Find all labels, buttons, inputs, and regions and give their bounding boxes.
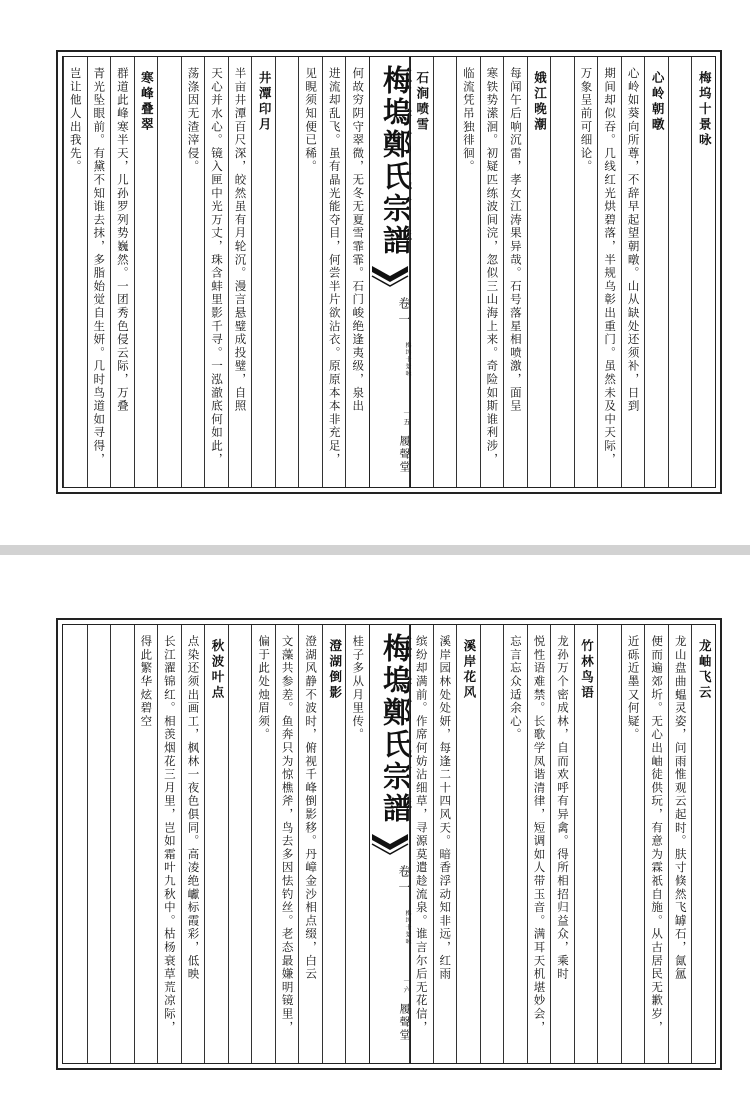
text-column: [527, 57, 552, 487]
poem-title: 石涧喷雪: [414, 71, 430, 133]
bottom-page-frame: [62, 624, 716, 1064]
poem-title: 澄湖倒影: [327, 639, 343, 701]
text-column: [503, 57, 528, 487]
text-column: [668, 625, 693, 1063]
poem-line: 文藻共参差。鱼奔只为惊樵斧，鸟去多因怯钓丝。老态最嫌明镜里，: [280, 635, 295, 1034]
poem-line: 寒铁势潆洄。初疑匹练波间浣，忽似三山海上来。奇险如斯谁利涉，: [485, 67, 500, 466]
text-column: [157, 57, 182, 487]
fishtail-ornament-icon: [370, 830, 410, 860]
page-divider: [0, 545, 750, 555]
poem-line: 龙山盘曲蝹灵姿，问雨惟观云起时。肤寸倏然飞罅石，氤氲: [673, 635, 688, 981]
text-column: [345, 57, 370, 487]
fishtail-ornament-icon: [370, 262, 410, 292]
text-column: [597, 57, 622, 487]
text-column: [181, 57, 206, 487]
text-column: [691, 57, 716, 487]
text-column: [574, 57, 599, 487]
text-column: [691, 625, 716, 1063]
text-column: [527, 625, 552, 1063]
center-title-block: [369, 625, 411, 1063]
text-column: [456, 625, 481, 1063]
poem-line: 澄湖风静不波时，俯视千峰倒影移。丹嶂金沙相点缀，白云: [304, 635, 319, 981]
text-column: [597, 625, 622, 1063]
poem-line: 半亩井潭百尺深，皎然虽有月轮沉。漫言悬璧成投璧，自照: [233, 67, 248, 413]
poem-line: 万象呈前可细论。: [579, 67, 594, 174]
text-column: [251, 57, 276, 487]
text-column: [456, 57, 481, 487]
text-column: [157, 625, 182, 1063]
volume-label: 卷一: [397, 865, 411, 897]
text-column: [275, 57, 300, 487]
poem-line: 何故穷阴守翠微，无冬无夏雪霏霏。石门峻绝逢夷级，泉出: [351, 67, 366, 413]
text-column: [480, 57, 505, 487]
section-label: 梅坞十景咏: [404, 910, 411, 945]
text-column: [322, 57, 347, 487]
text-column: [644, 57, 669, 487]
text-column: [228, 625, 253, 1063]
top-page-frame: [62, 56, 716, 488]
poem-line: 岂让他人出我先。: [68, 67, 83, 174]
poem-line: 每闻午后响沉雷，孝女江涛果异哉。石号落星相喷激，面呈: [508, 67, 523, 413]
poem-title: 秋波叶点: [209, 639, 225, 701]
poem-line: 缤纷却满前。作席何妨沾细草，寻源莫遣趁流泉。谁言尔后无花信，: [414, 635, 429, 1034]
text-column: [134, 625, 159, 1063]
poem-line: 青光坠眼前。有黛不知谁去抹，多脂始觉自生妍。几时鸟道如寻得，: [92, 67, 107, 466]
poem-line: 悦性语难禁。长歌学凤谐清律，短调如人带玉音。满耳天机堪妙会，: [532, 635, 547, 1034]
poem-title: 寒峰叠翠: [139, 71, 155, 133]
text-column: [409, 57, 434, 487]
genealogy-title: 梅塢鄭氏宗譜: [379, 65, 413, 257]
bottom-page: [56, 618, 722, 1070]
poem-title: 竹林鸟语: [579, 639, 595, 701]
poem-title: 娥江晚潮: [532, 71, 548, 133]
text-column: [110, 57, 135, 487]
poem-line: 进流却乱飞。虽有晶光能夺目，何尝半片欲沾衣。原原本本非充足，: [327, 67, 342, 466]
text-column: [181, 625, 206, 1063]
poem-line: 见睍须知便已稀。: [304, 67, 319, 174]
poem-line: 桂子多从月里传。: [351, 635, 366, 742]
text-column: [503, 625, 528, 1063]
poem-line: 便而遍郊圻。无心出岫徒供玩，有意为霖祇自施。从古居民无歉岁，: [650, 635, 665, 1034]
poem-line: 期间却似吞。几线红光烘碧落，半规乌彰出重门。虽然未及中天际，: [603, 67, 618, 466]
text-column: [204, 57, 229, 487]
poem-title: 溪岸花风: [461, 639, 477, 701]
text-column: [63, 57, 88, 487]
poem-title: 心岭朝暾: [650, 71, 666, 133]
page-number: 一五: [403, 409, 411, 427]
text-column: [574, 625, 599, 1063]
poem-line: 天心并水心。镜入匣中光万丈，珠含蚌里影千寻。一泓澈底何如此，: [209, 67, 224, 466]
text-column: [87, 625, 112, 1063]
text-column: [275, 625, 300, 1063]
poem-line: 忘言忘众适余心。: [508, 635, 523, 742]
poem-line: 溪岸园林处处妍，每逢二十四风天。暗香浮动知非远，红雨: [438, 635, 453, 981]
poem-line: 群道此峰寒半天，儿孙罗列势巍然。一团秀色侵云际，万叠: [115, 67, 130, 413]
hall-name: 履聲堂: [398, 435, 411, 474]
hall-name: 履聲堂: [398, 1003, 411, 1042]
poem-line: 长江濯锦红。相羡烟花三月里，岂如霜叶九秋中。枯杨衰草荒凉际，: [162, 635, 177, 1034]
poem-line: 临流凭吊独徘徊。: [461, 67, 476, 174]
text-column: [322, 625, 347, 1063]
text-column: [251, 625, 276, 1063]
text-column: [433, 57, 458, 487]
center-title-block: [369, 57, 411, 487]
poem-line: 龙孙万个密成林，自而欢呼有异禽。得所相招归益众，乘时: [555, 635, 570, 981]
text-column: [621, 625, 646, 1063]
poem-line: 偏于此处烛眉须。: [257, 635, 272, 742]
text-column: [621, 57, 646, 487]
poem-line: 心岭如葵向所尊，不辞早起望朝暾。山从缺处还须补，日到: [626, 67, 641, 413]
volume-label: 卷一: [397, 297, 411, 329]
text-column: [550, 625, 575, 1063]
text-column: [228, 57, 253, 487]
text-column: [345, 625, 370, 1063]
text-column: [298, 625, 323, 1063]
text-column: [550, 57, 575, 487]
text-column: [409, 625, 434, 1063]
poem-title: 龙岫飞云: [697, 639, 713, 701]
page-number: 一六: [403, 977, 411, 995]
text-column: [298, 57, 323, 487]
text-column: [87, 57, 112, 487]
poem-title: 井潭印月: [257, 71, 273, 133]
poem-title: 梅坞十景咏: [697, 71, 713, 149]
poem-line: 荡涤因无渣滓侵。: [186, 67, 201, 174]
text-column: [480, 625, 505, 1063]
poem-line: 点染还须出画工，枫林一夜色俱同。高凌绝巘标霞彩，低映: [186, 635, 201, 981]
poem-line: 得此繁华炫碧空: [139, 635, 154, 729]
poem-line: 近砾近墨又何疑。: [626, 635, 641, 742]
top-page: [56, 50, 722, 494]
section-label: 梅坞十景咏: [404, 342, 411, 377]
text-column: [433, 625, 458, 1063]
text-column: [134, 57, 159, 487]
text-column: [668, 57, 693, 487]
text-column: [644, 625, 669, 1063]
text-column: [204, 625, 229, 1063]
text-column: [110, 625, 135, 1063]
genealogy-title: 梅塢鄭氏宗譜: [379, 633, 413, 825]
